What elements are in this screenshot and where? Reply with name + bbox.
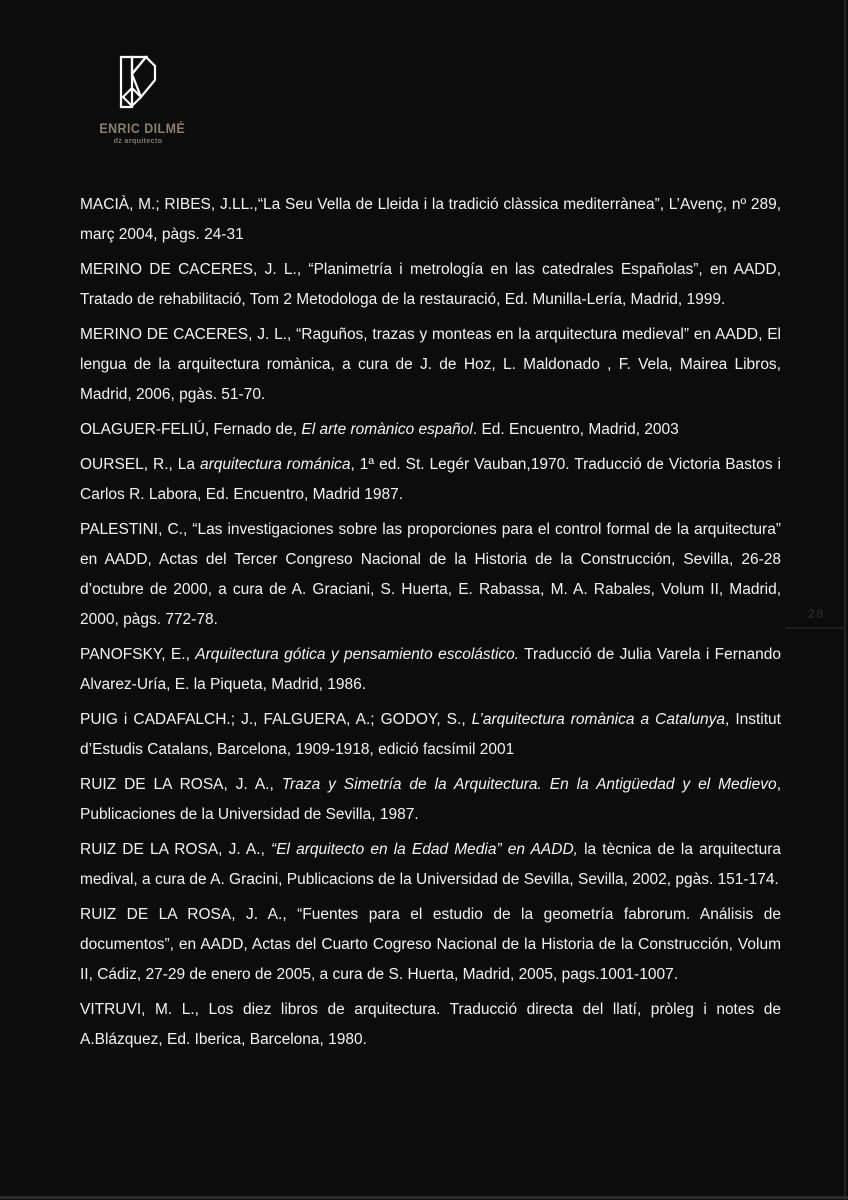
- brand-tagline: dz arquitecto: [113, 138, 163, 145]
- page-number-block: [786, 606, 846, 629]
- reference-entry: PALESTINI, C., “Las investigaciones sobre las proporciones para el control formal de la arquitectura” en AADD, Actas del Tercer Congreso Nacional de la Historia de la Construcción, Sevilla, 26-28 d’octubre de 2000, a cura de A. Graciani, S. Huerta, E. Rabassa, M. A. Rabales, Volum II, Madrid, 2000, pàgs. 772-78.: [80, 521, 781, 628]
- page-number: 28: [807, 606, 825, 621]
- reference-entry: RUIZ DE LA ROSA, J. A., “Fuentes para el estudio de la geometría fabrorum. Análisis de documentos”, en AADD, Actas del Cuarto Cogreso Nacional de la Historia de la Construcción, Volum II, Cádiz, 27-29 de enero de 2005, a cura de S. Huerta, Madrid, 2005, pags.1001-1007.: [80, 906, 781, 983]
- reference-entry: OURSEL, R., La arquitectura románica, 1ª ed. St. Legér Vauban,1970. Traducció de Victoria Bastos i Carlos R. Labora, Ed. Encuentro, Madrid 1987.: [80, 456, 781, 503]
- bottom-edge-line: [0, 1196, 848, 1199]
- reference-entry: PANOFSKY, E., Arquitectura gótica y pensamiento escolástico. Traducció de Julia Varela i Fernando Alvarez-Uría, E. la Piqueta, Madrid, 1986.: [80, 646, 781, 693]
- reference-entry: PUIG i CADAFALCH.; J., FALGUERA, A.; GODOY, S., L’arquitectura romànica a Catalunya, Institut d’Estudis Catalans, Barcelona, 1909-1918, edició facsímil 2001: [80, 711, 781, 758]
- brand-name: ENRIC DILMÉ: [99, 121, 186, 136]
- reference-entry: MACIÀ, M.; RIBES, J.LL.,“La Seu Vella de Lleida i la tradició clàssica mediterrànea”, L’Avenç, nº 289, març 2004, pàgs. 24-31: [80, 196, 781, 243]
- brand-logo: [96, 55, 186, 145]
- right-edge-line: [844, 0, 846, 1200]
- reference-entry: MERINO DE CACERES, J. L., “Raguños, trazas y monteas en la arquitectura medieval” en AADD, El lengua de la arquitectura romànica, a cura de J. de Hoz, L. Maldonado , F. Vela, Mairea Libros, Madrid, 2006, pgàs. 51-70.: [80, 326, 781, 403]
- page-number-rule: [786, 627, 846, 629]
- reference-entry: VITRUVI, M. L., Los diez libros de arquitectura. Traducció directa del llatí, pròleg i notes de A.Blázquez, Ed. Iberica, Barcelona, 1980.: [80, 1001, 781, 1048]
- reference-entry: RUIZ DE LA ROSA, J. A., Traza y Simetría de la Arquitectura. En la Antigüedad y el Medievo, Publicaciones de la Universidad de Sevilla, 1987.: [80, 776, 781, 823]
- reference-list: [80, 190, 781, 1060]
- reference-entry: RUIZ DE LA ROSA, J. A., “El arquitecto en la Edad Media” en AADD, la tècnica de la arquitectura medival, a cura de A. Gracini, Publicacions de la Universidad de Sevilla, Sevilla, 2002, pgàs. 151-174.: [80, 841, 781, 888]
- reference-entry: OLAGUER-FELIÚ, Fernado de, El arte romànico español. Ed. Encuentro, Madrid, 2003: [80, 421, 679, 438]
- architect-d-logo-icon: [119, 55, 157, 109]
- reference-entry: MERINO DE CACERES, J. L., “Planimetría i metrología en las catedrales Españolas”, en AADD, Tratado de rehabilitació, Tom 2 Metodologa de la restauració, Ed. Munilla-Lería, Madrid, 1999.: [80, 261, 781, 308]
